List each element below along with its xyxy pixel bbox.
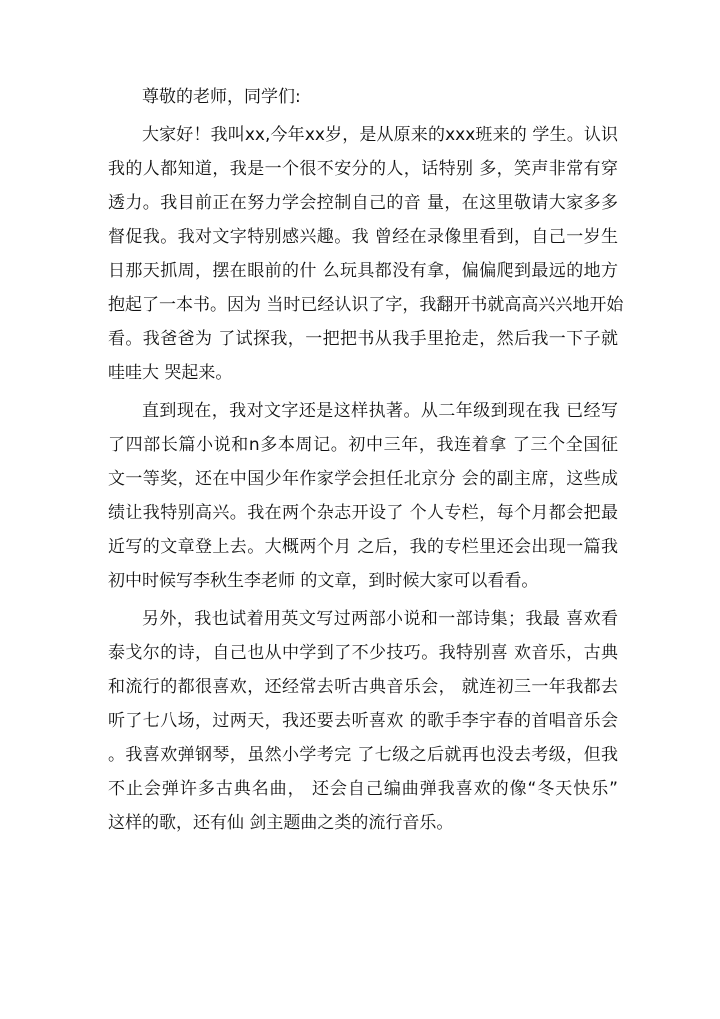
paragraph-line: 哇哇大 哭起来。 bbox=[108, 363, 233, 383]
paragraph-2 bbox=[108, 394, 618, 598]
paragraph-1 bbox=[108, 118, 624, 390]
paragraph-line: 不止会弹许多古典名曲， 还会自己编曲弹我喜欢的像“冬天快乐” bbox=[108, 779, 618, 799]
paragraph-line: 了四部长篇小说和n多本周记。初中三年，我连着拿 了三个全国征 bbox=[108, 435, 618, 455]
paragraph-line: 另外，我也试着用英文写过两部小说和一部诗集；我最 喜欢看 bbox=[142, 609, 618, 629]
paragraph-line: 我的人都知道，我是一个很不安分的人，话特别 多，笑声非常有穿 bbox=[108, 159, 618, 179]
paragraph-line: 抱起了一本书。因为 当时已经认识了字，我翻开书就高高兴兴地开始 bbox=[108, 295, 624, 315]
paragraph-line: 。我喜欢弹钢琴，虽然小学考完 了七级之后就再也没去考级，但我 bbox=[108, 745, 618, 765]
paragraph-line: 绩让我特别高兴。我在两个杂志开设了 个人专栏，每个月都会把最 bbox=[108, 503, 618, 523]
paragraph-line: 听了七八场，过两天，我还要去听喜欢 的歌手李宇春的首唱音乐会 bbox=[108, 711, 618, 731]
paragraph-line: 这样的歌，还有仙 剑主题曲之类的流行音乐。 bbox=[108, 813, 454, 833]
paragraph-line: 文一等奖，还在中国少年作家学会担任北京分 会的副主席，这些成 bbox=[108, 469, 618, 489]
paragraph-line: 督促我。我对文字特别感兴趣。我 曾经在录像里看到，自己一岁生 bbox=[108, 227, 618, 247]
paragraph-line: 初中时候写李秋生李老师 的文章，到时候大家可以看看。 bbox=[108, 571, 539, 591]
paragraph-line: 看。我爸爸为 了试探我，一把把书从我手里抢走，然后我一下子就 bbox=[108, 329, 618, 349]
paragraph-3 bbox=[108, 602, 618, 840]
paragraph-line: 直到现在，我对文字还是这样执著。从二年级到现在我 已经写 bbox=[142, 401, 618, 421]
paragraph-line: 近写的文章登上去。大概两个月 之后，我的专栏里还会出现一篇我 bbox=[108, 537, 618, 557]
paragraph-line: 透力。我目前正在努力学会控制自己的音 量，在这里敬请大家多多 bbox=[108, 193, 618, 213]
paragraph-line: 日那天抓周，摆在眼前的什 么玩具都没有拿，偏偏爬到最远的地方 bbox=[108, 261, 618, 281]
greeting: 尊敬的老师，同学们: bbox=[142, 87, 301, 107]
paragraph-line: 和流行的都很喜欢，还经常去听古典音乐会， 就连初三一年我都去 bbox=[108, 677, 618, 697]
paragraph-line: 大家好！我叫xx,今年xx岁，是从原来的xxx班来的 学生。认识 bbox=[142, 125, 618, 145]
speech-body bbox=[108, 80, 624, 840]
paragraph-line: 泰戈尔的诗，自己也从中学到了不少技巧。我特别喜 欢音乐，古典 bbox=[108, 643, 618, 663]
